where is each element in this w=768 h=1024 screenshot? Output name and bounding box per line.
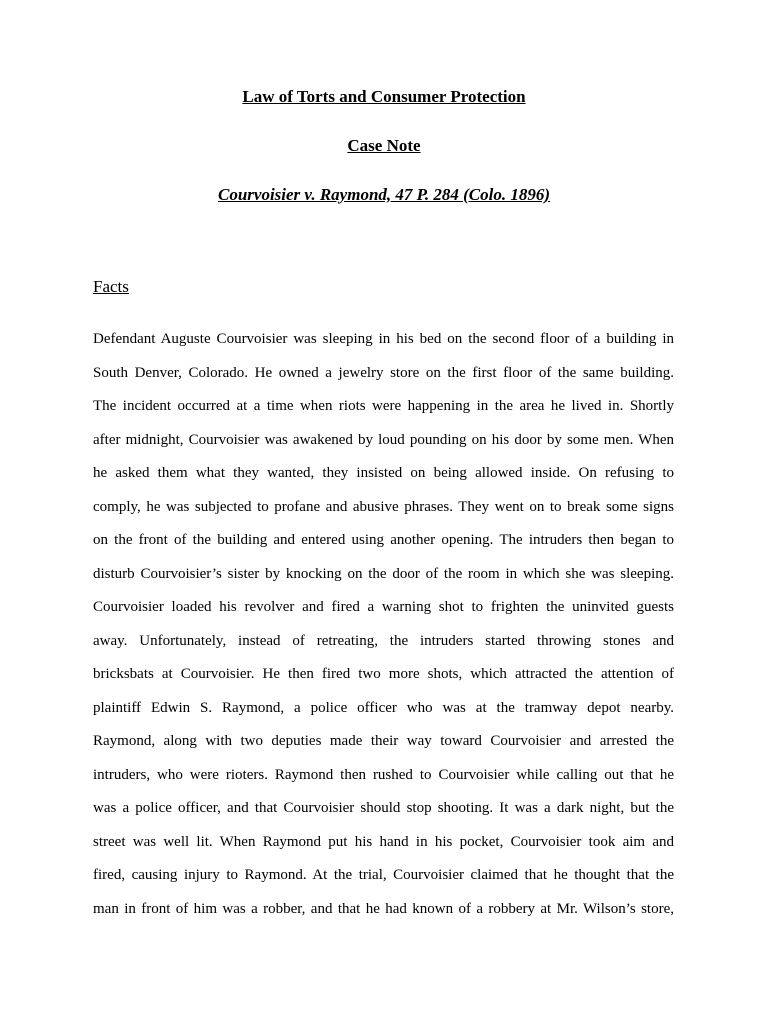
paragraph-line: comply, he was subjected to profane and abusive phrases. They went on to break some signs [93, 498, 674, 515]
paragraph-line: The incident occurred at a time when riots were happening in the area he lived in. Shortly [93, 398, 674, 414]
facts-paragraph [93, 323, 674, 926]
paragraph-line: Raymond, along with two deputies made their way toward Courvoisier and arrested the [93, 733, 674, 749]
paragraph-line: Defendant Auguste Courvoisier was sleeping in his bed on the second floor of a building in [93, 331, 674, 347]
paragraph-line: was a police officer, and that Courvoisier should stop shooting. It was a dark night, but the [93, 800, 674, 816]
paragraph-line: bricksbats at Courvoisier. He then fired two more shots, which attracted the attention of [93, 666, 674, 682]
paragraph-line: intruders, who were rioters. Raymond then rushed to Courvoisier while calling out that he [93, 766, 674, 783]
paragraph-line: Courvoisier loaded his revolver and fired a warning shot to frighten the uninvited guests [93, 599, 674, 615]
paragraph-line: after midnight, Courvoisier was awakened by loud pounding on his door by some men. When [93, 431, 674, 448]
document-title: Law of Torts and Consumer Protection [242, 87, 526, 106]
paragraph-line: on the front of the building and entered using another opening. The intruders then began to [93, 532, 674, 548]
paragraph-line: he asked them what they wanted, they insisted on being allowed inside. On refusing to [93, 465, 674, 481]
paragraph-line: disturb Courvoisier’s sister by knocking on the door of the room in which she was sleeping. [93, 565, 674, 582]
case-citation: Courvoisier v. Raymond, 47 P. 284 (Colo. 1896) [218, 185, 550, 204]
paragraph-line: fired, causing injury to Raymond. At the trial, Courvoisier claimed that he thought that the [93, 867, 674, 883]
paragraph-line: South Denver, Colorado. He owned a jewelry store on the first floor of the same building. [93, 364, 674, 381]
paragraph-line: street was well lit. When Raymond put his hand in his pocket, Courvoisier took aim and [93, 833, 674, 850]
document-subtitle: Case Note [347, 136, 421, 155]
paragraph-line: man in front of him was a robber, and that he had known of a robbery at Mr. Wilson’s store, [93, 900, 674, 917]
paragraph-line: away. Unfortunately, instead of retreating, the intruders started throwing stones and [93, 632, 674, 649]
section-heading-facts: Facts [93, 277, 129, 296]
paragraph-line: plaintiff Edwin S. Raymond, a police officer who was at the tramway depot nearby. [93, 699, 674, 716]
